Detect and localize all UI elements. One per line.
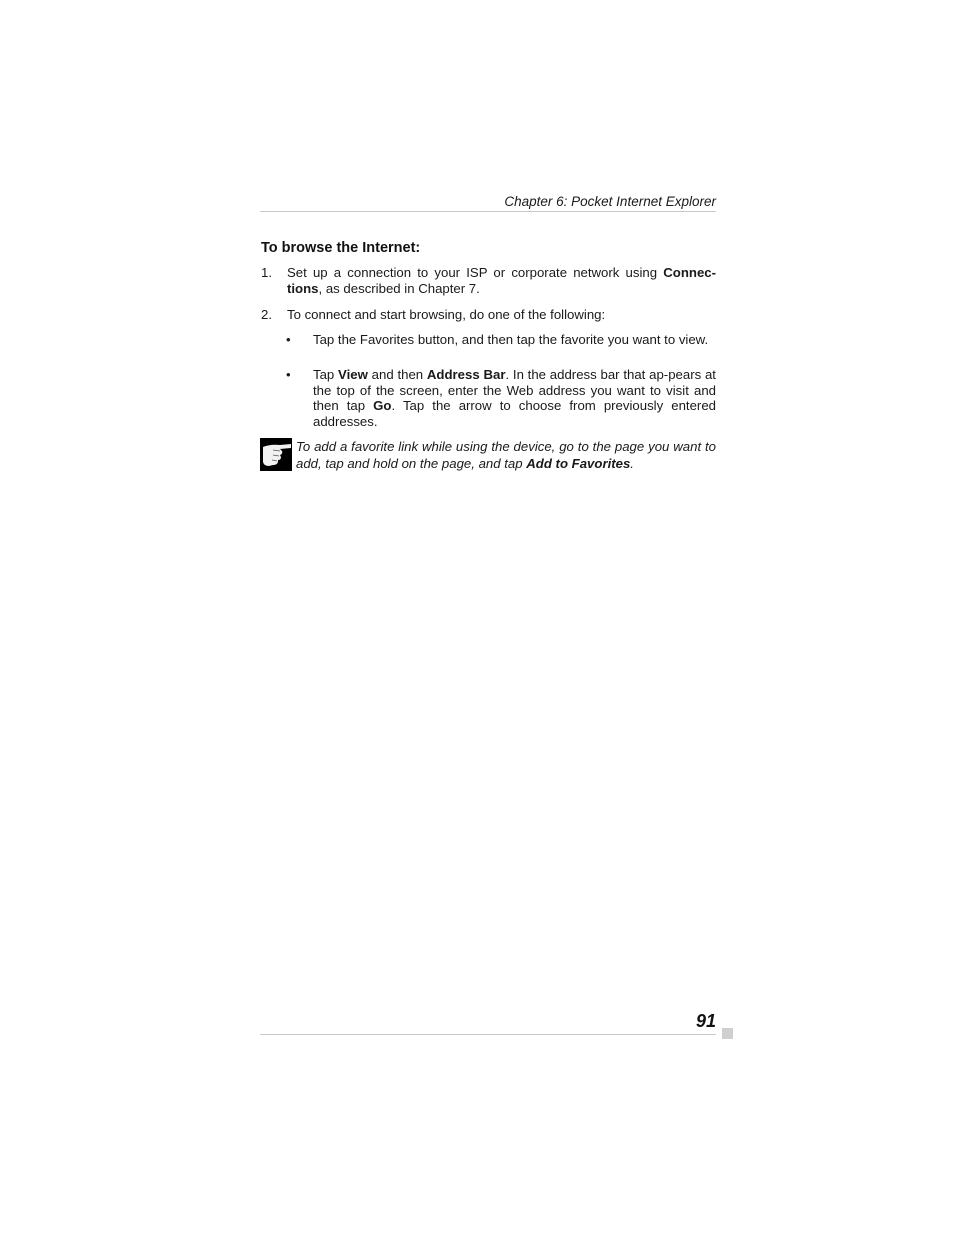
bullet-text-part: . Tap the arrow to choose from previously entered addresses.: [313, 398, 716, 429]
bullet-text-part: Tap: [313, 367, 339, 382]
section-title: To browse the Internet:: [261, 240, 421, 256]
header-divider: [260, 211, 716, 212]
chapter-header: Chapter 6: Pocket Internet Explorer: [504, 194, 716, 209]
step-text-part: Set up a connection to your ISP or corporate network using: [287, 265, 664, 280]
address-bar-term: Address Bar: [426, 367, 506, 382]
note-text-part: To add a favorite link while using the device, go to the page you want to add, tap and hold on the page, and tap: [296, 439, 716, 471]
step-text: To connect and start browsing, do one of the following:: [287, 307, 606, 322]
view-term: View: [338, 367, 368, 382]
page-number: 91: [695, 1011, 716, 1031]
bullet-mark: •: [286, 367, 291, 382]
step-number: 1.: [261, 265, 272, 280]
bullet-mark: •: [286, 332, 291, 347]
step-text: [287, 265, 716, 296]
connections-term: Connec-tions: [287, 265, 716, 296]
add-to-favorites-term: Add to Favorites: [526, 456, 631, 471]
note-text-part: .: [630, 456, 634, 471]
note-text: [296, 438, 716, 472]
bullet-text: [313, 367, 716, 429]
bullet-text: Tap the Favorites button, and then tap the favorite you want to view.: [313, 332, 709, 347]
step-number: 2.: [261, 307, 272, 322]
bullet-text-part: and then: [367, 367, 427, 382]
go-term: Go: [373, 398, 392, 413]
bullet-text-part: . In the address bar that ap-pears at the top of the screen, enter the Web address you want to visit and then tap: [313, 367, 716, 413]
footer-divider: [260, 1034, 716, 1035]
step-text-part: , as described in Chapter 7.: [318, 280, 480, 296]
corner-marker: [722, 1028, 733, 1039]
pointing-hand-icon: [260, 438, 292, 471]
